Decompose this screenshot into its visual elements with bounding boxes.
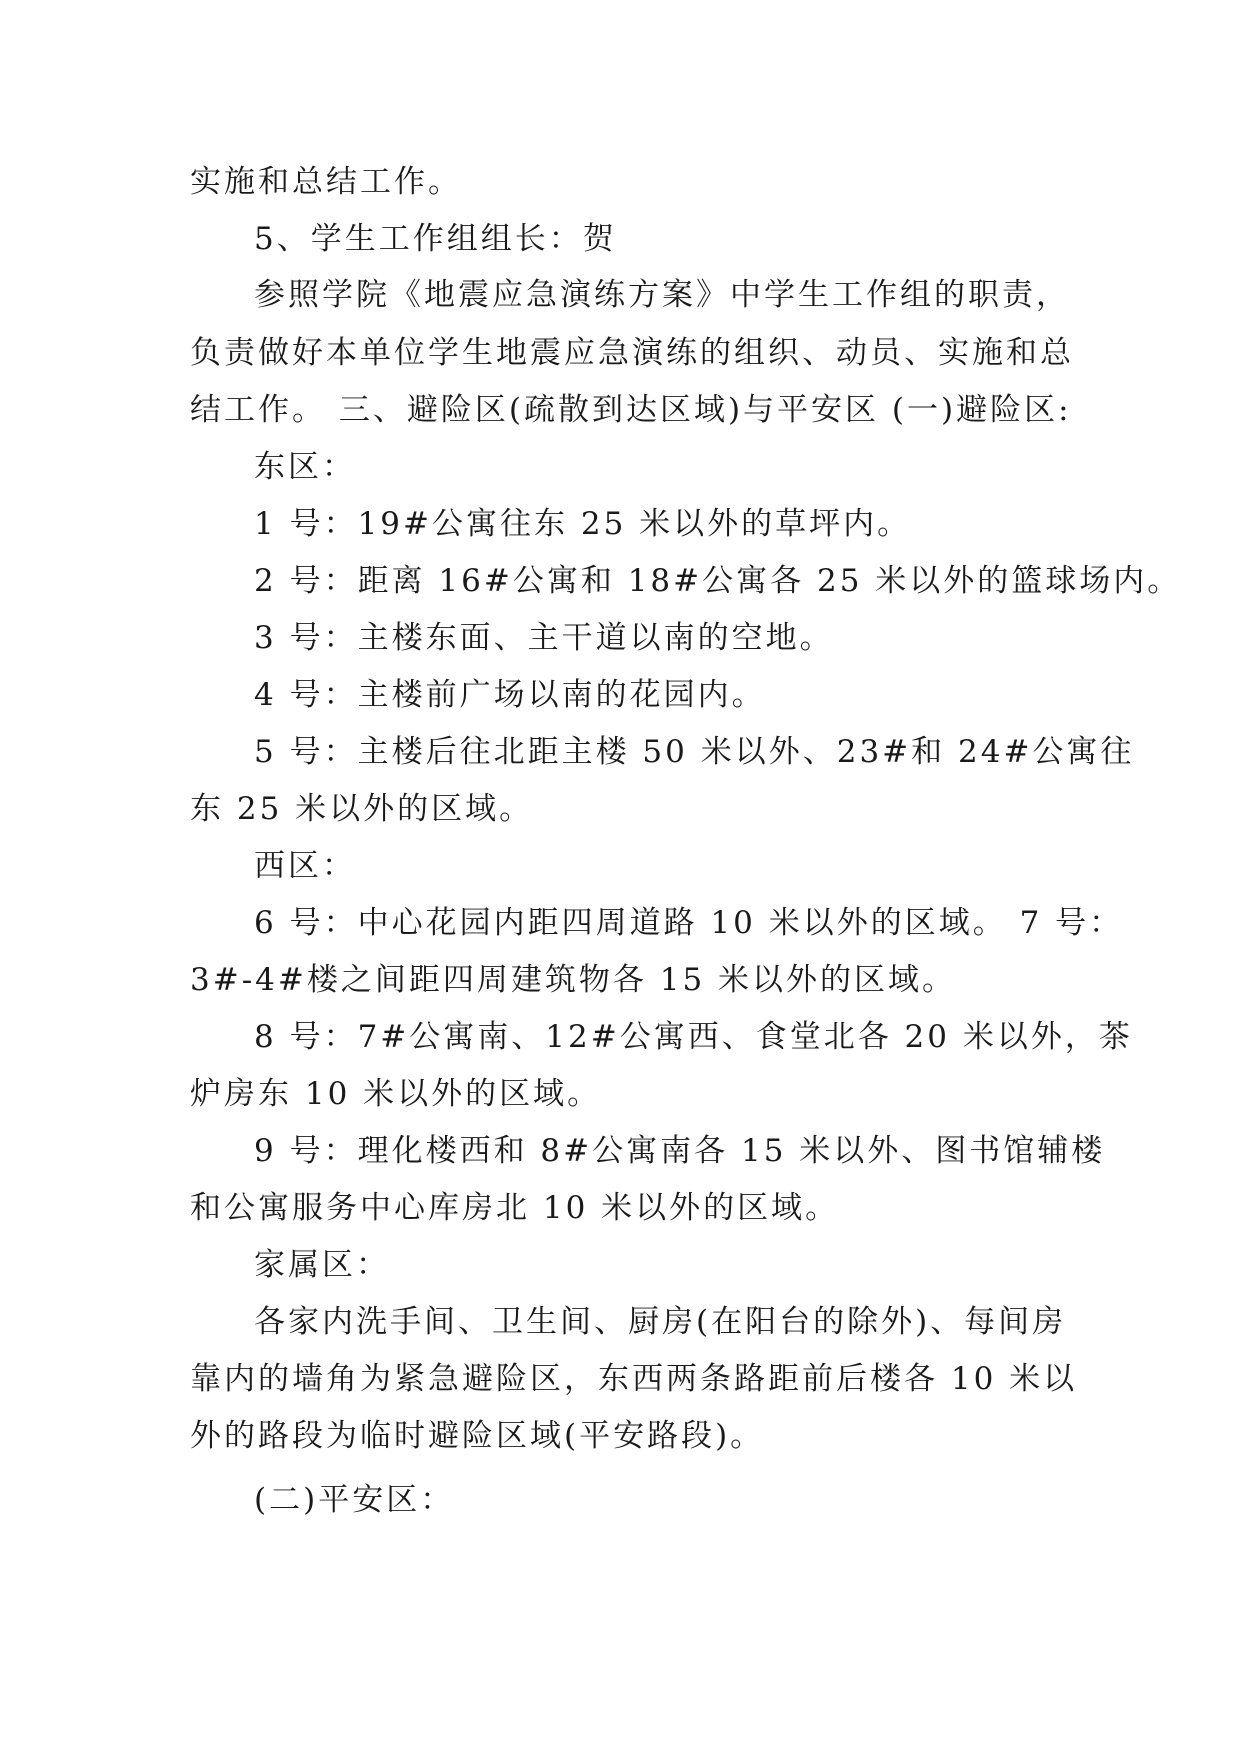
section-heading: 5、学生工作组组长：贺 [254,221,617,257]
list-item: 2 号：距离 16#公寓和 18#公寓各 25 米以外的篮球场内。 [254,563,1182,599]
list-item: 4 号：主楼前广场以南的花园内。 [254,677,766,713]
subsection-heading: 东区： [254,449,356,485]
text-line: 实施和总结工作。 [190,164,462,200]
list-item-continuation: 炉房东 10 米以外的区域。 [190,1076,602,1112]
text-line: 外的路段为临时避险区域(平安路段)。 [190,1418,765,1454]
list-item-continuation: 东 25 米以外的区域。 [190,791,534,827]
subsection-heading: 家属区： [254,1247,390,1283]
text-line: 各家内洗手间、卫生间、厨房(在阳台的除外)、每间房 [254,1304,1067,1340]
list-item: 9 号：理化楼西和 8#公寓南各 15 米以外、图书馆辅楼 [254,1133,1106,1169]
list-item: 8 号：7#公寓南、12#公寓西、食堂北各 20 米以外，茶 [254,1019,1133,1055]
list-item-continuation: 和公寓服务中心库房北 10 米以外的区域。 [190,1190,840,1226]
subsection-heading: 西区： [254,848,356,884]
list-item: 1 号：19#公寓往东 25 米以外的草坪内。 [254,506,912,542]
text-line: 负责做好本单位学生地震应急演练的组织、动员、实施和总 [190,335,1074,371]
list-item: 6 号：中心花园内距四周道路 10 米以外的区域。 7 号： [254,905,1124,941]
section-heading: (二)平安区： [254,1482,455,1518]
list-item-continuation: 3#-4#楼之间距四周建筑物各 15 米以外的区域。 [190,962,957,998]
text-line: 靠内的墙角为紧急避险区，东西两条路距前后楼各 10 米以 [190,1361,1078,1397]
list-item: 5 号：主楼后往北距主楼 50 米以外、23#和 24#公寓往 [254,734,1135,770]
text-line: 结工作。 三、避险区(疏散到达区域)与平安区 (一)避险区: [190,392,1072,428]
text-line: 参照学院《地震应急演练方案》中学生工作组的职责， [254,277,1070,313]
list-item: 3 号：主楼东面、主干道以南的空地。 [254,620,834,656]
